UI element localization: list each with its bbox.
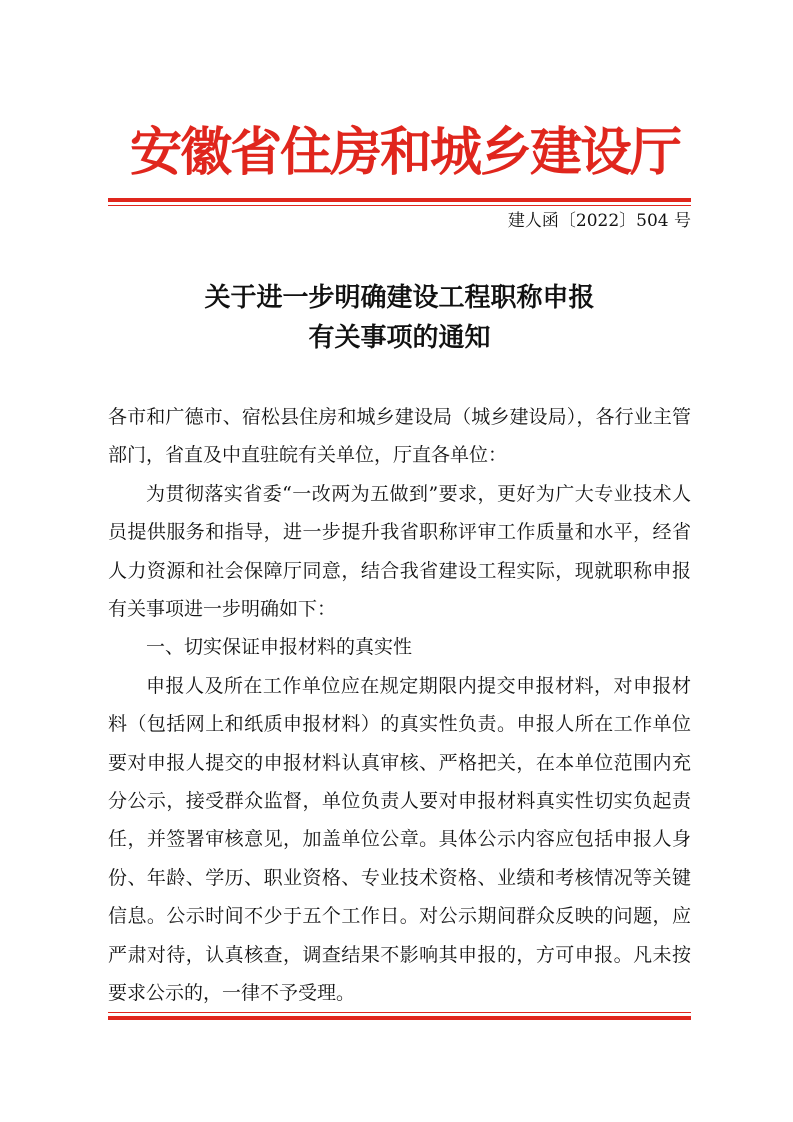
addressee: 各市和广德市、宿松县住房和城乡建设局（城乡建设局），各行业主管部门，省直及中直驻皖有关单位，厅直各单位：: [108, 406, 691, 467]
letterhead-rule-thick: [108, 198, 691, 202]
section-paragraph: 申报人及所在工作单位应在规定期限内提交申报材料，对申报材料（包括网上和纸质申报材料）的真实性负责。申报人所在工作单位要对申报人提交的申报材料认真审核、严格把关，在本单位范围内充分公示，接受群众监督，单位负责人要对申报材料真实性切实负起责任，并签署审核意见，加盖单位公章。具体公示内容应包括申报人身份、年龄、学历、职业资格、专业技术资格、业绩和考核情况等关键信息。公示时间不少于五个工作日。对公示期间群众反映的问题，应严肃对待，认真核查，调查结果不影响其申报的，方可申报。凡未按要求公示的，一律不予受理。: [108, 674, 691, 1005]
document-number: 建人函〔2022〕504 号: [507, 211, 691, 231]
notice-title-line-2: 有关事项的通知: [308, 323, 491, 353]
footer-rule-thin: [108, 1012, 691, 1013]
letterhead-title: 安徽省住房和城乡建设厅: [130, 122, 681, 183]
section-heading: 一、切实保证申报材料的真实性: [146, 636, 413, 659]
notice-title-line-1: 关于进一步明确建设工程职称申报: [204, 283, 595, 313]
body-text: [108, 398, 691, 1013]
footer-rule-thick: [108, 1016, 691, 1020]
letterhead-rule-thin: [108, 205, 691, 206]
intro-paragraph: 为贯彻落实省委“一改两为五做到”要求，更好为广大专业技术人员提供服务和指导，进一步提升我省职称评审工作质量和水平，经省人力资源和社会保障厅同意，结合我省建设工程实际，现就职称申报有关事项进一步明确如下：: [108, 482, 691, 621]
